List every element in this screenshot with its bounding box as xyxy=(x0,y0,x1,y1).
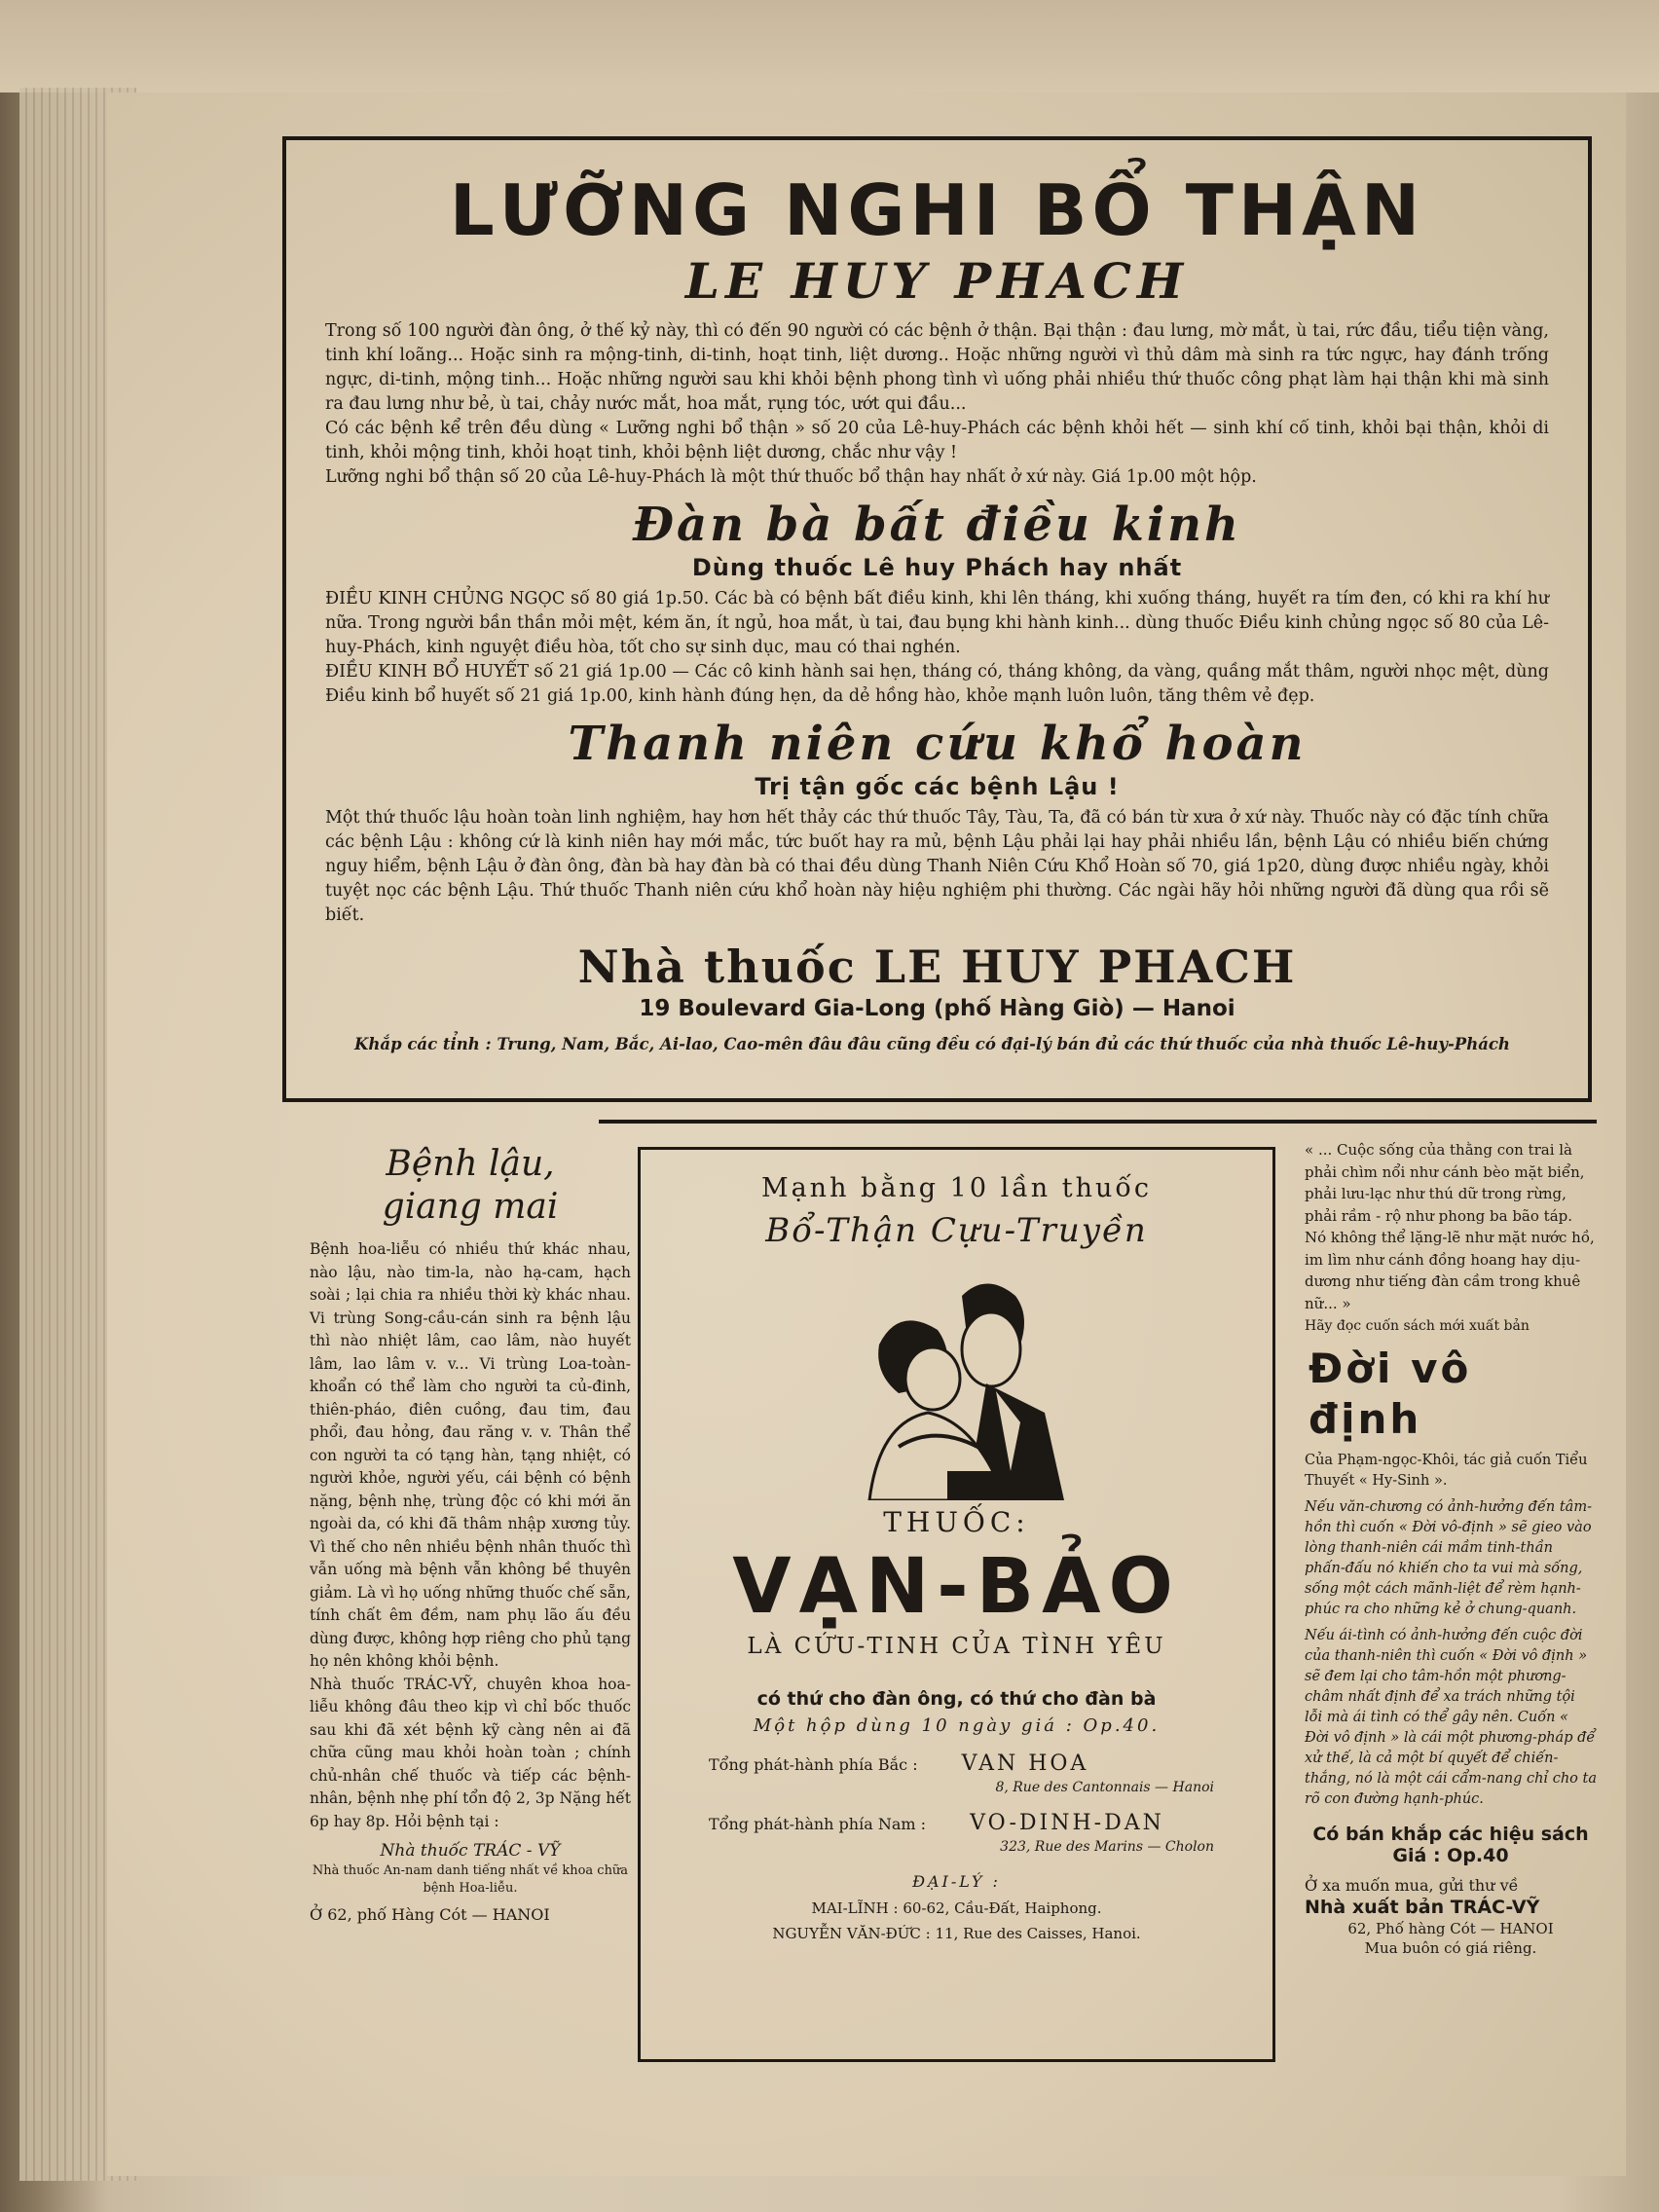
agent-entry: MAI-LĨNH : 60-62, Cầu-Đất, Haiphong. xyxy=(811,1899,1102,1917)
book-quote: « ... Cuộc sống của thằng con trai là phải chìm nổi như cánh bèo mặt biển, phải lưu-lạc như thú dữ trong rừng, phải rầm - rộ như phong ba bão táp. Nó không thể lặng-lẽ như mặt nước hồ, im lìm như cánh đồng hoang hay dịu-dương như tiếng đàn cầm trong khuê nữ... » xyxy=(1305,1141,1595,1312)
agent-entry: NGUYỄN VĂN-ĐỨC : 11, Rue des Caisses, Hanoi. xyxy=(772,1925,1141,1942)
column-paragraph: Nhà thuốc TRÁC-VỸ, chuyên khoa hoa-liễu không đâu theo kịp vì chỉ bốc thuốc sau khi đã xét bệnh kỹ càng nên ai đã chữa cũng mau khỏi hoàn toàn ; chính chủ-nhân chế thuốc và tiếp các bệnh-nhân, bệnh nhẹ phí tổn độ 2, 3p Nặng hết 6p hay 8p. Hỏi bệnh tại : xyxy=(310,1675,631,1830)
brand-slogan: LÀ CỨU-TINH CỦA TÌNH YÊU xyxy=(747,1634,1166,1659)
wholesale-note: Mua buôn có giá riêng. xyxy=(1364,1939,1537,1957)
column-title-line2: giang mai xyxy=(382,1187,559,1227)
south-name: VO-DINH-DAN xyxy=(970,1811,1164,1835)
publisher-address: 62, Phố hàng Cót — HANOI xyxy=(1347,1920,1554,1937)
ad-paragraph: ĐIỀU KINH CHỦNG NGỌC số 80 giá 1p.50. Các bà có bệnh bất điều kinh, khi lên tháng, khi xuống tháng, huyết ra tím đen, có khi ra khí hư nữa. Trong người bần thần mỏi mệt, kém ăn, ít ngủ, hoa mắt, ù tai, đau bụng khi hành kinh... dùng thuốc Điều kinh chủng ngọc số 80 của Lê-huy-Phách, kinh nguyệt điều hòa, tốt cho sự sinh dục, mau có thai nghén. xyxy=(325,589,1549,657)
north-address: 8, Rue des Cantonnais — Hanoi xyxy=(995,1780,1214,1795)
section-subheading: Dùng thuốc Lê huy Phách hay nhất xyxy=(691,554,1183,581)
book-description: Nếu văn-chương có ảnh-hưởng đến tâm-hồn thì cuốn « Đời vô-định » sẽ gieo vào lòng thanh-niên cái mầm tinh-thần phấn-đấu nó khiến cho ta vui mà sống, sống một cách mãnh-liệt để rèm hạnh-phúc ra cho những kẻ ở chung-quanh. xyxy=(1305,1499,1592,1617)
store-address: 19 Boulevard Gia-Long (phố Hàng Giò) — Hanoi xyxy=(639,996,1235,1021)
book-title: Đời vô định xyxy=(1309,1345,1472,1443)
section-subheading: Trị tận gốc các bệnh Lậu ! xyxy=(755,773,1120,800)
ad-paragraph: Trong số 100 người đàn ông, ở thế kỷ này, thì có đến 90 người có các bệnh ở thận. Bại thận : đau lưng, mờ mắt, ù tai, rức đầu, tiểu tiện vàng, tinh khí loãng... Hoặc sinh ra mộng-tinh, di-tinh, hoạt tinh, liệt dương.. Hoặc những người vì thủ dâm mà sinh ra tức ngực, hay đánh trống ngực, di-tinh, mộng tinh... Hoặc những người sau khi khỏi bệnh phong tình vì uống phải nhiều thứ thuốc công phạt làm hại thận khi mà sinh ra đau lưng như bẻ, ù tai, chảy nước mắt, hoa mắt, rụng tóc, ướt qui đầu... xyxy=(325,321,1549,414)
section-heading: Thanh niên cứu khổ hoàn xyxy=(568,717,1307,771)
book-author: Của Phạm-ngọc-Khôi, tác giả cuốn Tiểu Thuyết « Hy-Sinh ». xyxy=(1305,1453,1588,1489)
book-price: Giá : Op.40 xyxy=(1392,1845,1509,1866)
van-bao-ad xyxy=(638,1147,1275,2062)
benh-lau-column xyxy=(310,1139,631,1927)
ad-price: Một hộp dùng 10 ngày giá : Op.40. xyxy=(753,1715,1161,1736)
read-prompt: Hãy đọc cuốn sách mới xuất bản xyxy=(1305,1318,1530,1334)
ad-paragraph: ĐIỀU KINH BỔ HUYẾT số 21 giá 1p.00 — Các cô kinh hành sai hẹn, tháng có, tháng không, da vàng, quầng mắt thâm, người nhọc mệt, dùng Điều kinh bổ huyết số 21 giá 1p.00, kinh hành đúng hẹn, da dẻ hồng hào, khỏe mạnh luôn luôn, tăng thêm vẻ đẹp. xyxy=(325,662,1549,706)
couple-illustration xyxy=(840,1276,1074,1500)
south-distributor xyxy=(641,1813,1272,1835)
pharmacy-signature: Nhà thuốc TRÁC - VỸ xyxy=(380,1841,561,1861)
ad-paragraph: Một thứ thuốc lậu hoàn toàn linh nghiệm, hay hơn hết thảy các thứ thuốc Tây, Tàu, Ta, đã có bán từ xưa ở xứ này. Thuốc này có đặc tính chữa các bệnh Lậu : không cứ là kinh niên hay mới mắc, tức buốt hay ra mủ, bệnh Lậu phải lại hay phải nhiều lần, bệnh Lậu có nhiều biến chứng nguy hiểm, bệnh Lậu ở đàn ông, đàn bà hay đàn bà có thai đều dùng Thanh Niên Cứu Khổ Hoàn số 70, giá 1p20, dùng được nhiều ngày, khỏi tuyệt nọc các bệnh Lậu. Thứ thuốc Thanh niên cứu khổ hoàn này hiệu nghiệm phi thường. Các ngài hãy hỏi những người đã dùng qua rồi sẽ biết. xyxy=(325,808,1549,925)
ad-paragraph: Lưỡng nghi bổ thận số 20 của Lê-huy-Phách là một thứ thuốc bổ thận hay nhất ở xứ này. Giá 1p.00 một hộp. xyxy=(325,467,1257,487)
store-name: Nhà thuốc LE HUY PHACH xyxy=(577,940,1297,993)
doi-vo-dinh-column xyxy=(1305,1139,1597,1957)
book-description: Nếu ái-tình có ảnh-hưởng đến cuộc đời của thanh-niên thì cuốn « Đời vô định » sẽ đem lại cho tâm-hồn một phương-châm nhất định để xa trách những tội lỗi mà ái tình có thể gây nên. Cuốn « Đời vô định » là cái một phương-pháp để xử thế, là cả một bí quyết để chiến-thắng, nó là một cái cẩm-nang chỉ cho ta rõ con đường hạnh-phúc. xyxy=(1305,1628,1597,1807)
for-both-sexes: có thứ cho đàn ông, có thứ cho đàn bà xyxy=(756,1688,1157,1710)
pharmacy-note: Nhà thuốc An-nam danh tiếng nhất về khoa chữa bệnh Hoa-liễu. xyxy=(312,1863,629,1896)
column-title xyxy=(310,1143,631,1229)
south-label: Tổng phát-hành phía Nam : xyxy=(709,1815,927,1833)
north-name: VAN HOA xyxy=(961,1751,1089,1776)
ad-title: LƯỠNG NGHI BỔ THẬN xyxy=(449,169,1425,251)
pharmacy-address: Ở 62, phố Hàng Cót — HANOI xyxy=(310,1905,550,1924)
mail-order-note: Ở xa muốn mua, gửi thư về xyxy=(1305,1876,1519,1895)
distribution-note: Khắp các tỉnh : Trung, Nam, Bắc, Ai-lao, Cao-mên đâu đâu cũng đều có đại-lý bán đủ các thứ thuốc của nhà thuốc Lê-huy-Phách xyxy=(354,1035,1510,1053)
north-distributor xyxy=(641,1753,1272,1776)
ad-tagline: Mạnh bằng 10 lần thuốc xyxy=(760,1173,1153,1203)
north-label: Tổng phát-hành phía Bắc : xyxy=(709,1755,918,1774)
brand-name: VẠN-BẢO xyxy=(732,1543,1181,1631)
ad-paragraph: Có các bệnh kể trên đều dùng « Lưỡng nghi bổ thận » số 20 của Lê-huy-Phách các bệnh khỏi hết — sinh khí cố tinh, khỏi bại thận, khỏi di tinh, khỏi mộng tinh, khỏi hoạt tinh, khỏi bệnh liệt dương, chắc như vậy ! xyxy=(325,419,1549,462)
ad-tagline-italic: Bổ-Thận Cựu-Truyền xyxy=(765,1211,1148,1250)
ad-subtitle: LE HUY PHACH xyxy=(684,252,1190,310)
medicine-label: THUỐC: xyxy=(883,1506,1030,1538)
page-fold xyxy=(0,0,1659,92)
agents-label: ĐẠI-LÝ : xyxy=(912,1872,1001,1891)
section-heading: Đàn bà bất điều kinh xyxy=(633,498,1241,552)
column-title-line1: Bệnh lậu, xyxy=(386,1144,555,1184)
sold-everywhere: Có bán khắp các hiệu sách xyxy=(1312,1824,1589,1845)
luong-nghi-ad xyxy=(282,136,1592,1102)
column-paragraph: Bệnh hoa-liễu có nhiều thứ khác nhau, nào lậu, nào tim-la, nào hạ-cam, hạch soài ; lại chia ra nhiều thời kỳ khác nhau. Vi trùng Song-cầu-cán sinh ra bệnh lậu thì nào nhiệt lâm, cao lâm, nào huyết lâm, lao lâm v. v... Vi trùng Loa-toàn-khoẩn có thể làm cho người ta củ-đinh, thiên-pháo, điên cuồng, đau tim, đau phổi, đau hỏng, đau răng v. v. Thân thể con người ta có tạng hàn, tạng nhiệt, có người khỏe, người yếu, cái bệnh có bệnh nặng, bệnh nhẹ, trùng độc có khi mới ăn ngoài da, có khi đã thâm nhập xương tủy. Vì thế cho nên nhiều bệnh nhân thuốc thì vẫn uống mà bệnh vẫn không bề thuyên giảm. Là vì họ uống những thuốc chế sẵn, tính chất êm đềm, nam phụ lão ấu đều dùng được, không hợp riêng cho phủ tạng họ nên không khỏi bệnh. xyxy=(310,1240,631,1670)
publisher-name: Nhà xuất bản TRÁC-VỸ xyxy=(1305,1897,1540,1918)
divider-rule xyxy=(599,1120,1597,1124)
south-address: 323, Rue des Marins — Cholon xyxy=(1000,1839,1214,1855)
